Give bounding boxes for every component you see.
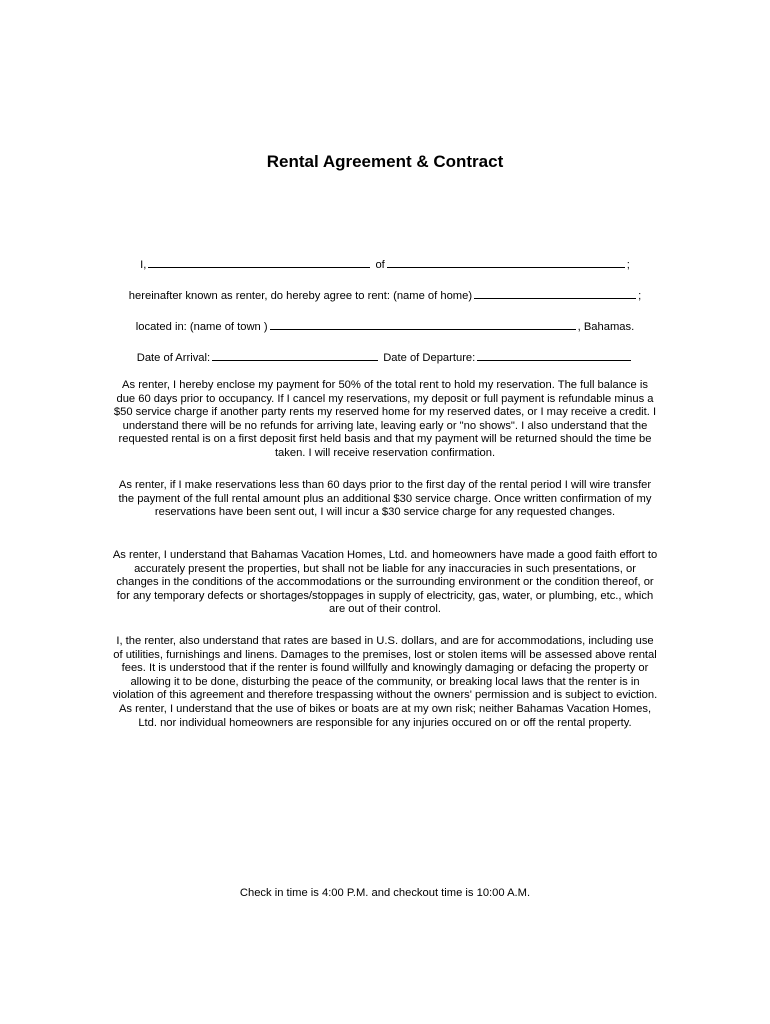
departure-date-label: Date of Departure: (383, 352, 476, 364)
town-name-blank[interactable] (270, 318, 576, 330)
renter-name-line (0, 256, 770, 271)
renter-address-label: of (375, 259, 385, 271)
document-title: Rental Agreement & Contract (266, 152, 504, 171)
home-name-blank[interactable] (474, 287, 636, 299)
checkin-checkout-note: Check in time is 4:00 P.M. and checkout time is 10:00 A.M. (239, 887, 531, 899)
town-name-line (0, 318, 770, 333)
payment-terms-paragraph: As renter, I hereby enclose my payment for 50% of the total rent to hold my reservation. The full balance is due 60 days prior to occupancy. If I cancel my reservations, my deposit or full payment is refundable minus a $50 service charge if another party rents my reserved home for my reserved dates, or I may receive a credit. I understand there will be no refunds for arriving late, leaving early or "no shows". I also understand that the requested rental is on a first deposit first held basis and that my payment will be returned should the time be taken. I will receive reservation confirmation. (113, 379, 657, 459)
liability-paragraph: As renter, I understand that Bahamas Vacation Homes, Ltd. and homeowners have made a good faith effort to accurately present the properties, but shall not be liable for any inaccuracies in such presentations, or changes in the conditions of the accommodations or the surrounding environment or the condition thereof, or for any temporary defects or shortages/stoppages in supply of electricity, gas, water, or plumbing, etc., which are out of their control. (112, 549, 658, 616)
home-name-suffix: ; (638, 290, 642, 302)
town-name-prefix: located in: (name of town ) (135, 321, 268, 333)
renter-line-suffix: ; (626, 259, 630, 271)
dates-line (0, 349, 770, 364)
home-name-line (0, 287, 770, 302)
departure-date-blank[interactable] (477, 349, 631, 361)
late-reservation-paragraph: As renter, if I make reservations less than 60 days prior to the first day of the rental period I will wire transfer the payment of the full rental amount plus an additional $30 service charge. Once written confirmation of my reservations have been sent out, I will incur a $30 service charge for any requested changes. (118, 479, 652, 519)
rates-and-conduct-paragraph: I, the renter, also understand that rates are based in U.S. dollars, and are for accommodations, including use of utilities, furnishings and linens. Damages to the premises, lost or stolen items will be assessed above rental fees. It is understood that if the renter is found willfully and knowingly damaging or defacing the property or allowing it to be done, disturbing the peace of the community, or breaking local laws that the renter is in violation of this agreement and therefore trespassing without the owners' permission and is subject to eviction. As renter, I understand that the use of bikes or boats are at my own risk; neither Bahamas Vacation Homes, Ltd. nor individual homeowners are responsible for any injuries occured on or off the rental property. (112, 635, 658, 729)
arrival-date-label: Date of Arrival: (136, 352, 211, 364)
home-name-prefix: hereinafter known as renter, do hereby agree to rent: (name of home) (128, 290, 473, 302)
renter-name-prefix: I, (140, 259, 147, 271)
renter-address-blank[interactable] (387, 256, 625, 268)
town-name-suffix: , Bahamas. (577, 321, 635, 333)
renter-name-blank[interactable] (148, 256, 370, 268)
arrival-date-blank[interactable] (212, 349, 378, 361)
